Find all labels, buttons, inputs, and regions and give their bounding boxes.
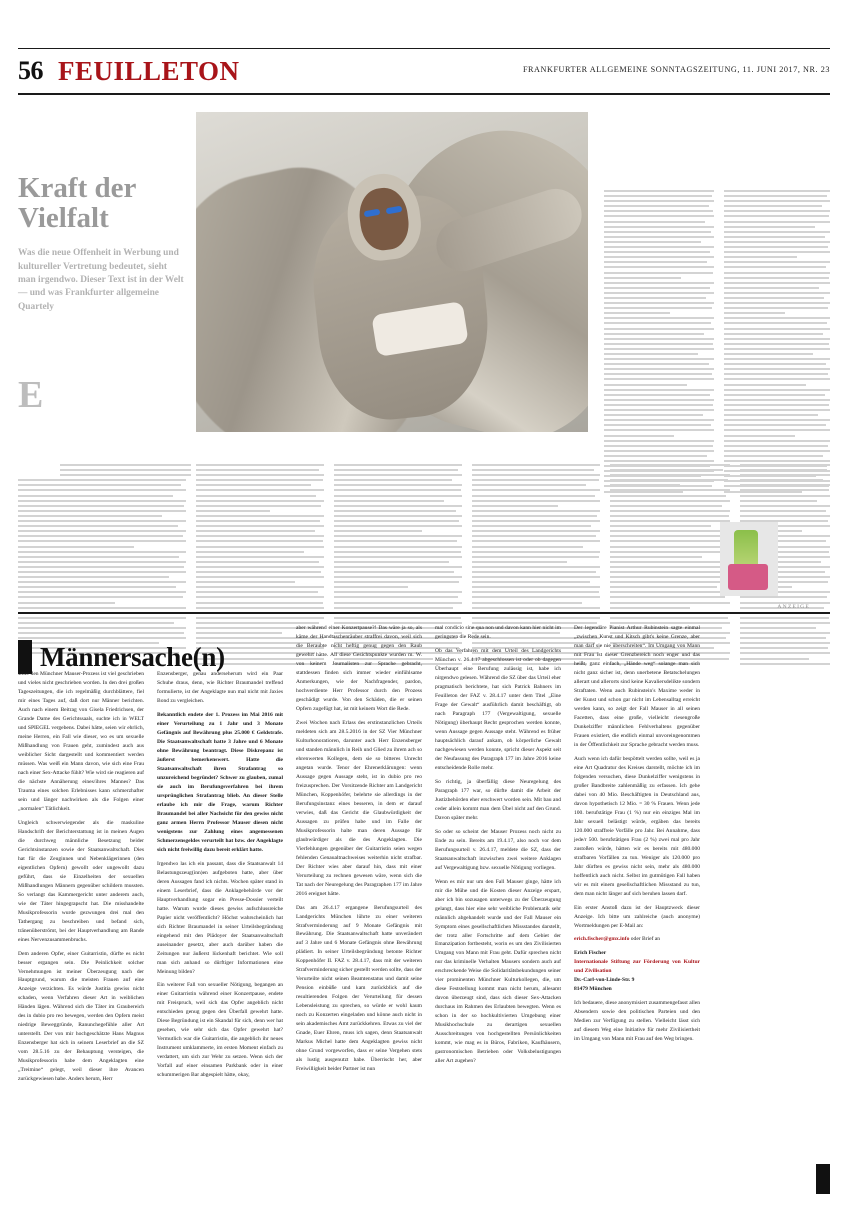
article-end-bar [816, 1164, 830, 1194]
ad-label-graphic [728, 564, 768, 590]
publication-line: FRANKFURTER ALLGEMEINE SONNTAGSZEITUNG, 11. JUNI 2017, NR. 23 [522, 65, 830, 74]
paragraph: Über den Münchner Mauser-Prozess ist viel geschrieben und vieles nicht geschrieben worden. In den drei großen Tageszeitungen, die ich regelmäßig durchblättere, fiel mir eines Tages auf, daß dort nur Männer berichten. Auch nach einem Beitrag von Gisela Friedrichsen, der Grande Dame des Gerichtssaals, suchte ich in WELT und SPIEGEL vergebens. Dabei hätte, seien wir ehrlich, meine Herren, ein Fall wie dieser, wo es um sexuelle Mißhandlung von Frauen geht, zumindest auch aus weiblicher Sicht dargestellt und kommentiert werden müssen. Was weiß ein Mann davon, wie sich eine Frau nach einer Sex-Attacke fühlt? Wie wird sie reagieren auf die nächste Annäherung eines/ihres Mannes? Das Trauma eines solchen Erlebnisses kann schmerzhafter sein und länger nachwirken als die Folgen einer „normalen“ Tätlichkeit. [18, 671, 144, 812]
paragraph: Ein erster Anstoß dazu ist der Hauptzweck dieser Anzeige. Ich bitte um zahlreiche (auch anonyme) Wortmeldungen per E-Mail an: [574, 904, 700, 929]
contact-email-line [574, 935, 700, 944]
article-column-1 [18, 624, 144, 1089]
article-column-4 [435, 624, 561, 1071]
paragraph: Zwei Wochen nach Erlass des erstinstanzlichen Urteils meldeten sich am 28.5.2016 in der SZ Vier Münchner Kulturhonoratioren, darunter auch Herr Enzensberger und standen männlich in Reih und Glied zu ihrem ach so ehrenwerten Kollegen, dem sie so bitteres Unrecht angetan wurde. Tenor der Ehrenerklärungen: wenn Aussage gegen Aussage steht, ist in dubio pro reo freizusprechen. Der Vorsitzende Richter am Landgericht München, Koppenhöfer, belehrte sie allerdings in der Berufungsinstanz eines besseren, in dem er darauf verwies, daß das Gericht die Glaubwürdigkeit der Aussagen zu prüfen habe und im Falle der Musikprofessorin halte man deren Aussage für glaubwürdiger als die des Angeklagten. Die Vierfehlungen gegenüber der Guitarristin seien wegen fehlenden Genaualtnachweises weiterhin nicht strafbar. Der Richter wies aber darauf hin, dass mit einer Verurteilung zu rechnen gewesen wäre, wenn sich die Tat nach der Neuregelung des Paragraphen 177 im Jahre 2016 ereignet hätte. [296, 719, 423, 897]
feature-subhead: Was die neue Offenheit in Werbung und kultureller Vertretung bedeutet, sieht man irgendwo. Dieser Text ist in der Welt — und was Frankfurter allgemeine Quartely [18, 248, 184, 312]
signature-street: Dr.-Carl-von-Linde-Str. 9 [574, 977, 635, 984]
article-column-3 [296, 624, 422, 1079]
paragraph: aber während einer Konzertpause?! Das wäre ja so, als käme der Handtaschenräuber straffrei davon, weil sich die Beraubte nicht heftig genug gegen den Raub gewehrt hätte. All diese Gesichtspunkte wurden m. W. von keinem Journalisten zur Sprache gebracht, stattdessen finden sich immer wieder einfühlsame Anmerkungen, wie der Nachfragender, pardon, hochverdiente Herr Professor durch den Prozess geschädigt wurde. Von den Schäden, die er seinen Opfern zugefügt hat, ist mit keinem Wort die Rede. [296, 625, 422, 712]
paragraph: So richtig, ja überfällig diese Neuregelung des Paragraph 177 war, so dürfte damit die Arbeit der Justizbehörden eher erschwert worden sein. Mit bau and ceder allein kommt man dem Übel nicht auf den Grund. Davon später mehr. [435, 778, 561, 821]
signature-city: 81479 München [574, 986, 612, 993]
paragraph-bold: Bekanntlich endete der 1. Prozess im Mai 2016 mit einer Verurteilung zu 1 Jahr und 3 Monate Gefängnis auf Bewährung plus 25.000 € Geldstrafe. Die Staatsanwaltschaft hatte 3 Jahre und 6 Monate ohne Bewährung beantragt. Diese Diskrepanz ist äußerst bemerkenswert. Hatte die Staatsanwaltschaft ihren Strafantrag so unzureichend begründet? Schwer zu glauben, zumal sie auch im Berufungsverfahren bei ihrem ursprünglichen Strafantrag blieb. An dieser Stelle erlaube ich mir die Frage, warum Richter Braumandel bei aller Nachsicht für den gewiss nicht ganz armen Herrn Professor Mauser diesen nicht wenigstens zur Zahlung eines angemessenen Schmerzensgeldes verurteilt hat bzw. der Angeklagte sich nicht freiwillig dazu bereit erklärt hatte. [157, 711, 283, 853]
article-title: Männersache(n) [40, 642, 225, 672]
paragraph: Irgendwo las ich ein passant, dass die Staatsanwalt 14 Belastungszeug(inn)en aufgeboten hatte, aber über deren Aussagen fand ich nichts. Wochen später stand in einem Leserbrief, dass die Anklagebehörde vor der Hauptverhandlung sogar ein Presse-Dossier verteilt hatte. Warum wurde dieses gewiss aufschlussreiche Papier nicht veröffentlicht? Höchst wahrscheinlich hat sich Richter Braumandel in seiner Urteilsbegründung eingehend mit den Plädoyer der Staatsanwaltschaft auseinander gesetzt, aber auch darüber haben die Zeitungen nur äußerst lückenhaft berichtet. Wie soll man sich anhand so dürftiger Informationen eine Meinung bilden? [157, 860, 283, 975]
signature-block [574, 949, 700, 994]
feature-headline-block [18, 174, 186, 314]
paragraph: Enzensberger, genau anderseherum wird ein Paar Schuhe draus, denn, wie Richter Braumandel treffend formulierte, ist der Angeklagte nun mal nicht mit Jaxies Bond zu vergleichen. [157, 671, 283, 704]
feature-text-right-1 [604, 190, 714, 496]
paragraph: Der legendäre Pianist Arthur Rubinstein sagte einmal „zwischen Kunst und Kitsch gibt's keine Grenze, aber man darf sie nie überschreiten“. Im Umgang von Mann mit Frau ist dieser Grenzbereich noch enger und das heißt, ganz einfach, „Hände weg“ solange man sich nicht ganz sicher ist, denn unerbetene Betatschelungen allerart und allerorts sind keine Kavaliersdelikte sondern Straftaten. Wenn auch Rubinstein's Maxime weder in der Kunst und schon gar nicht im Lebensalltag erreicht werden kann, so zeigt der Fall Mauser in all seinen Facetten, dass eine große, vielleicht riesengroße Dunkelziffer männlichen Fehlverhaltens gegenüber Frauen existiert, die endlich einmal unvoreingenommen in der Öffentlichkeit zur Sprache gebracht werden muss. [574, 625, 700, 748]
masthead [18, 48, 830, 94]
masthead-rule-top [18, 48, 830, 49]
feature-ad-thumbnail [720, 522, 778, 596]
page-number: 56 [18, 56, 43, 85]
ad-marker-label: ANZEIGE [777, 604, 810, 610]
feature-text-right-2 [724, 190, 830, 496]
paragraph: Dem anderen Opfer, einer Guitarristin, dürfte es nicht besser ergangen sein. Die Peinlichkeit solcher Vernehmungen ist meiner Überzeugung nach der Hauptgrund, warum die meisten Frauen auf eine Anzeige verzichten. Es würde Justitia gewiss nicht schaden, wenn Verfahren dieser Art in weiblichen Händen lägen. Während sich die Täter im Graubereich des in dubio pro reo bewegen, werden den Opfern meist niedrige Beweggründe, Ranunchegefühle aller Art unterstellt. Der von mir hochgeschätzte Hans Magnus Enzensberger hat sich in seinem Leserbrief an die SZ vom 28.5.16 zu der Behauptung versteigen, die Musikprofessorin habe dem Angeklagten eine „Treimine“ gelegt, weil dieser ihre Avancen zurückgewiesen habe. Anders herum, Herr [18, 950, 144, 1083]
paragraph-closing: Ich bedauere, diese anonymisiert zusammengefasst allen Absendern sowie den politischen Parteien und den Medien zur Verfügung zu stellen. Vielleicht lässt sich auf diesem Weg eine Initiative für mehr Zivilisiertheit im Umgang von Mann mit Frau auf den Weg bringen. [574, 1000, 700, 1043]
section-title: FEUILLETON [58, 56, 240, 86]
contact-email[interactable]: erich.fischer@gmx.info [574, 936, 630, 943]
main-article [18, 624, 830, 1194]
feature-dropcap: E [18, 374, 44, 416]
article-column-2 [157, 624, 283, 1085]
paragraph: Das am 26.4.17 ergangene Berufungsurteil des Landgerichts München lührte zu einer weiteren Strafverminderung auf 9 Monate Gefängnis mit Bewährung. Die Staatsanwaltschaft hatte unverändert auf 3 Jahre und 6 Monate Gefängnis ohne Bewährung plädiert. In seiner Urteilsbegründung betonte Richter Koppenhöfer II. FAZ v. 28.4.17, dass mit der weiteren Strafverminderung sicher gestellt werden sollte, dass der Verurteilte nicht seinen Beamtenstatus und damit seine Pension einbüße und kam zurückblick auf die resultierenden Folgen der Verurteilung für dessen Lebensleistung zu sprechen, so würde er wohl kaum noch zu Konzerten eingeladen und könne auch nicht in sein akademisches Amt zurückkehren. Etwas zu viel der Gnade, Euer Ehren, muss ich sagen, denn Staatsanwalt Markus Michel hatte dem Angeklagten gewiss nicht ohne Grund vorgeworfen, dass er seine Vergehen stets als lustig ausgenutzt habe. Überrischt her, aber Freiwilligkeit beider Partner ist nun [296, 904, 422, 1073]
paragraph: Ob das Verfahren mit dem Urteil des Landgerichts München v. 26.4.17 abgeschlossen ist oder ob dagegen Überhaupt eine Berufung zulässig ist, habe ich nirgendwo gelesen. Während die SZ über das Urteil eher pragmatisch berichtete, hat sich Patrick Bahners im Feuilleton der FAZ v. 28.4.17 unter dem Titel „Eine Frage der Gewalt“ ausführlich damit beschäftigt, ob nach Paragraph 177 (Vergewaltigung, sexuelle Nötigung) überhaupt Recht gesprochen werden konnte, wenn Aussage gegen Aussage steht. Während es früher hauptsächlich darauf ankam, ob körperliche Gewalt nachgewiesen werden konnte, spricht dieser Aspekt seit der Neufassung des Paragraph 177 im Jahre 2016 keine entscheidende Rolle mehr. [435, 647, 561, 771]
paragraph: Ungleich schwerwiegender als die maskuline Handschrift der Berichterstattung ist in meinen Augen die durchweg männliche Besetzung beider Gerichtsinstanzen sowie der Staatsanwaltschaft. Dies hat für die Zeuginnen und Nebenklägerinnen (den eigentlichen Opfern) gewollt oder ungewollt dazu geführt, dass sie Einzelheiten der sexuellen Mißhandlungen Männern gegenüber schildern mussten. So verlangt das Kammergericht unter anderem auch, wie der Täter hingegrapscht hat. Die misshandelte Musikprofessorin wurde gezwungen drei mal den Tathergang zu beschreiben und befand sich, tränenüberströmt, bei der Hauptverhandlung am Rande eines Nervenzusammenbruchs. [18, 819, 144, 943]
signature-org: Internationale Stiftung zur Förderung von Kultur und Zivilisation [574, 959, 700, 975]
section-divider [18, 612, 830, 614]
article-columns [18, 624, 830, 1194]
masthead-rule-bottom [18, 93, 830, 95]
signature-name: Erich Fischer [574, 950, 607, 957]
article-column-5 [574, 624, 700, 1049]
feature-photo [196, 112, 588, 432]
paragraph: Auch wenn ich dafür bespöttelt werden sollte, weil es ja eine Art Quadratur des Kreises darstellt, möchte ich im folgenden versuchen, diese Dunkelziffer wenigstens in großer Bandbreite zahlenmäßig zu erfassen. Ich gehe dabei von 40 Mio. Beschäftigten in Deutschland aus, davon hypothetisch 12 Mio. = 30 % Frauen. Wenn jede 100. berufstätige Frau (1 %) nur ein einziges Mal im Jahr sexuell belästigt würde, ergäben das bereits 120.000 straffreie Vorfälle pro Jahr. Bei Annahme, dass jede/r 500. berufstätigen Frau (2 %) zwei mal pro Jahr zustoßen würde, hätten wir es bereits mit 480.000 strafbaren Vorfällen zu tun. Weniger als 120.000 pro Jahr dürften es gewiss nicht sein, mehr als 480.000 hoffentlich auch nicht. Selbst im gutmütigen Fall haben wir es mit einem gesellschaftlichen Missstand zu tun, dem man nicht länger auf sich beruhen lassen darf. [574, 755, 700, 897]
paragraph: So oder so scheint der Mauser Prozess noch nicht zu Ende zu sein. Bereits am 19.4.17, also noch vor dem Berufungsurteil v. 26.4.17, meldete die SZ, dass der Staatsanwaltschaft inzwischen zwei weitere Anklagen auf Vergewaltigung bzw. sexuelle Nötigung vorliegen. [435, 828, 561, 871]
paragraph: mal condicio sine qua non und davon kann hier nicht im geringsten die Rede sein. [435, 625, 561, 640]
paragraph: Wenn es mir nur um den Fall Mauser ginge, hätte ich mir die Mühe und die Kosten dieser Anzeige erspart, aber ich bin sozusagen unterwegs zu der Überzeugung gelangt, dass hier eine sehr weibliche Problematik sehr männlich abgehandelt wurde und der Fall Mauser ein Symptom eines gesellschaftlichen Missstandes darstellt, der trotz aller Fortschritte auf dem Gebiet der Emanzipation fortbesteht, worin es um den Zivilisierten Umgang von Mann mit Frau geht. Dafür sprechen nicht nur das kriminelle Verhalten Mausers sondern auch auf erschreckende Weise die Solidaritätsbekundungen seiner vier prominenten Münchner Kulturkollegen, die, um diese Feststellung kommt man nicht herum, allesamt davon überzeugt sind, dass sich dieser Sex-Attacken durchaus im Rahmen des Erlaubten bewegten. Wenn es schon in der so hochkultivierten Umgebung einer Musikhochschule zu derartigen sexuellen Ausschreitungen von hochgestellten Persönlichkeiten kommt, wie mag es in Büros, Fabriken, Kaufhäusern, gastronomischen Betrieben oder Volksbelustigungen aller Art zugehen? [435, 878, 561, 1065]
paragraph: Ein weiterer Fall von sexueller Nötigung, begangen an einer Guitarristin während einer Konzertpause, endete mit Freispruch, weil sich das Opfer angeblich nicht entschieden genug gegen den Überfall gewehrt hatte. Diese Begründung ist ein Skandal für sich, denn wer hat gesehen, wie sehr sich das Opfer gewehrt hat? Vermutlich war die Guitarristin, die angeblich ihr neues Instrument umklammerte, im ersten Moment einfach zu verdattert, um sich zur Wehr zu setzen. Wenn sich der Vorfall auf einer einsamen Parkbank oder in einer schummerigen Bar abgespielt hätte, okay, [157, 982, 283, 1079]
contact-email-suffix: oder Brief an [629, 936, 661, 943]
feature-headline: Kraft der Vielfalt [18, 172, 136, 234]
feature-article [18, 104, 830, 610]
